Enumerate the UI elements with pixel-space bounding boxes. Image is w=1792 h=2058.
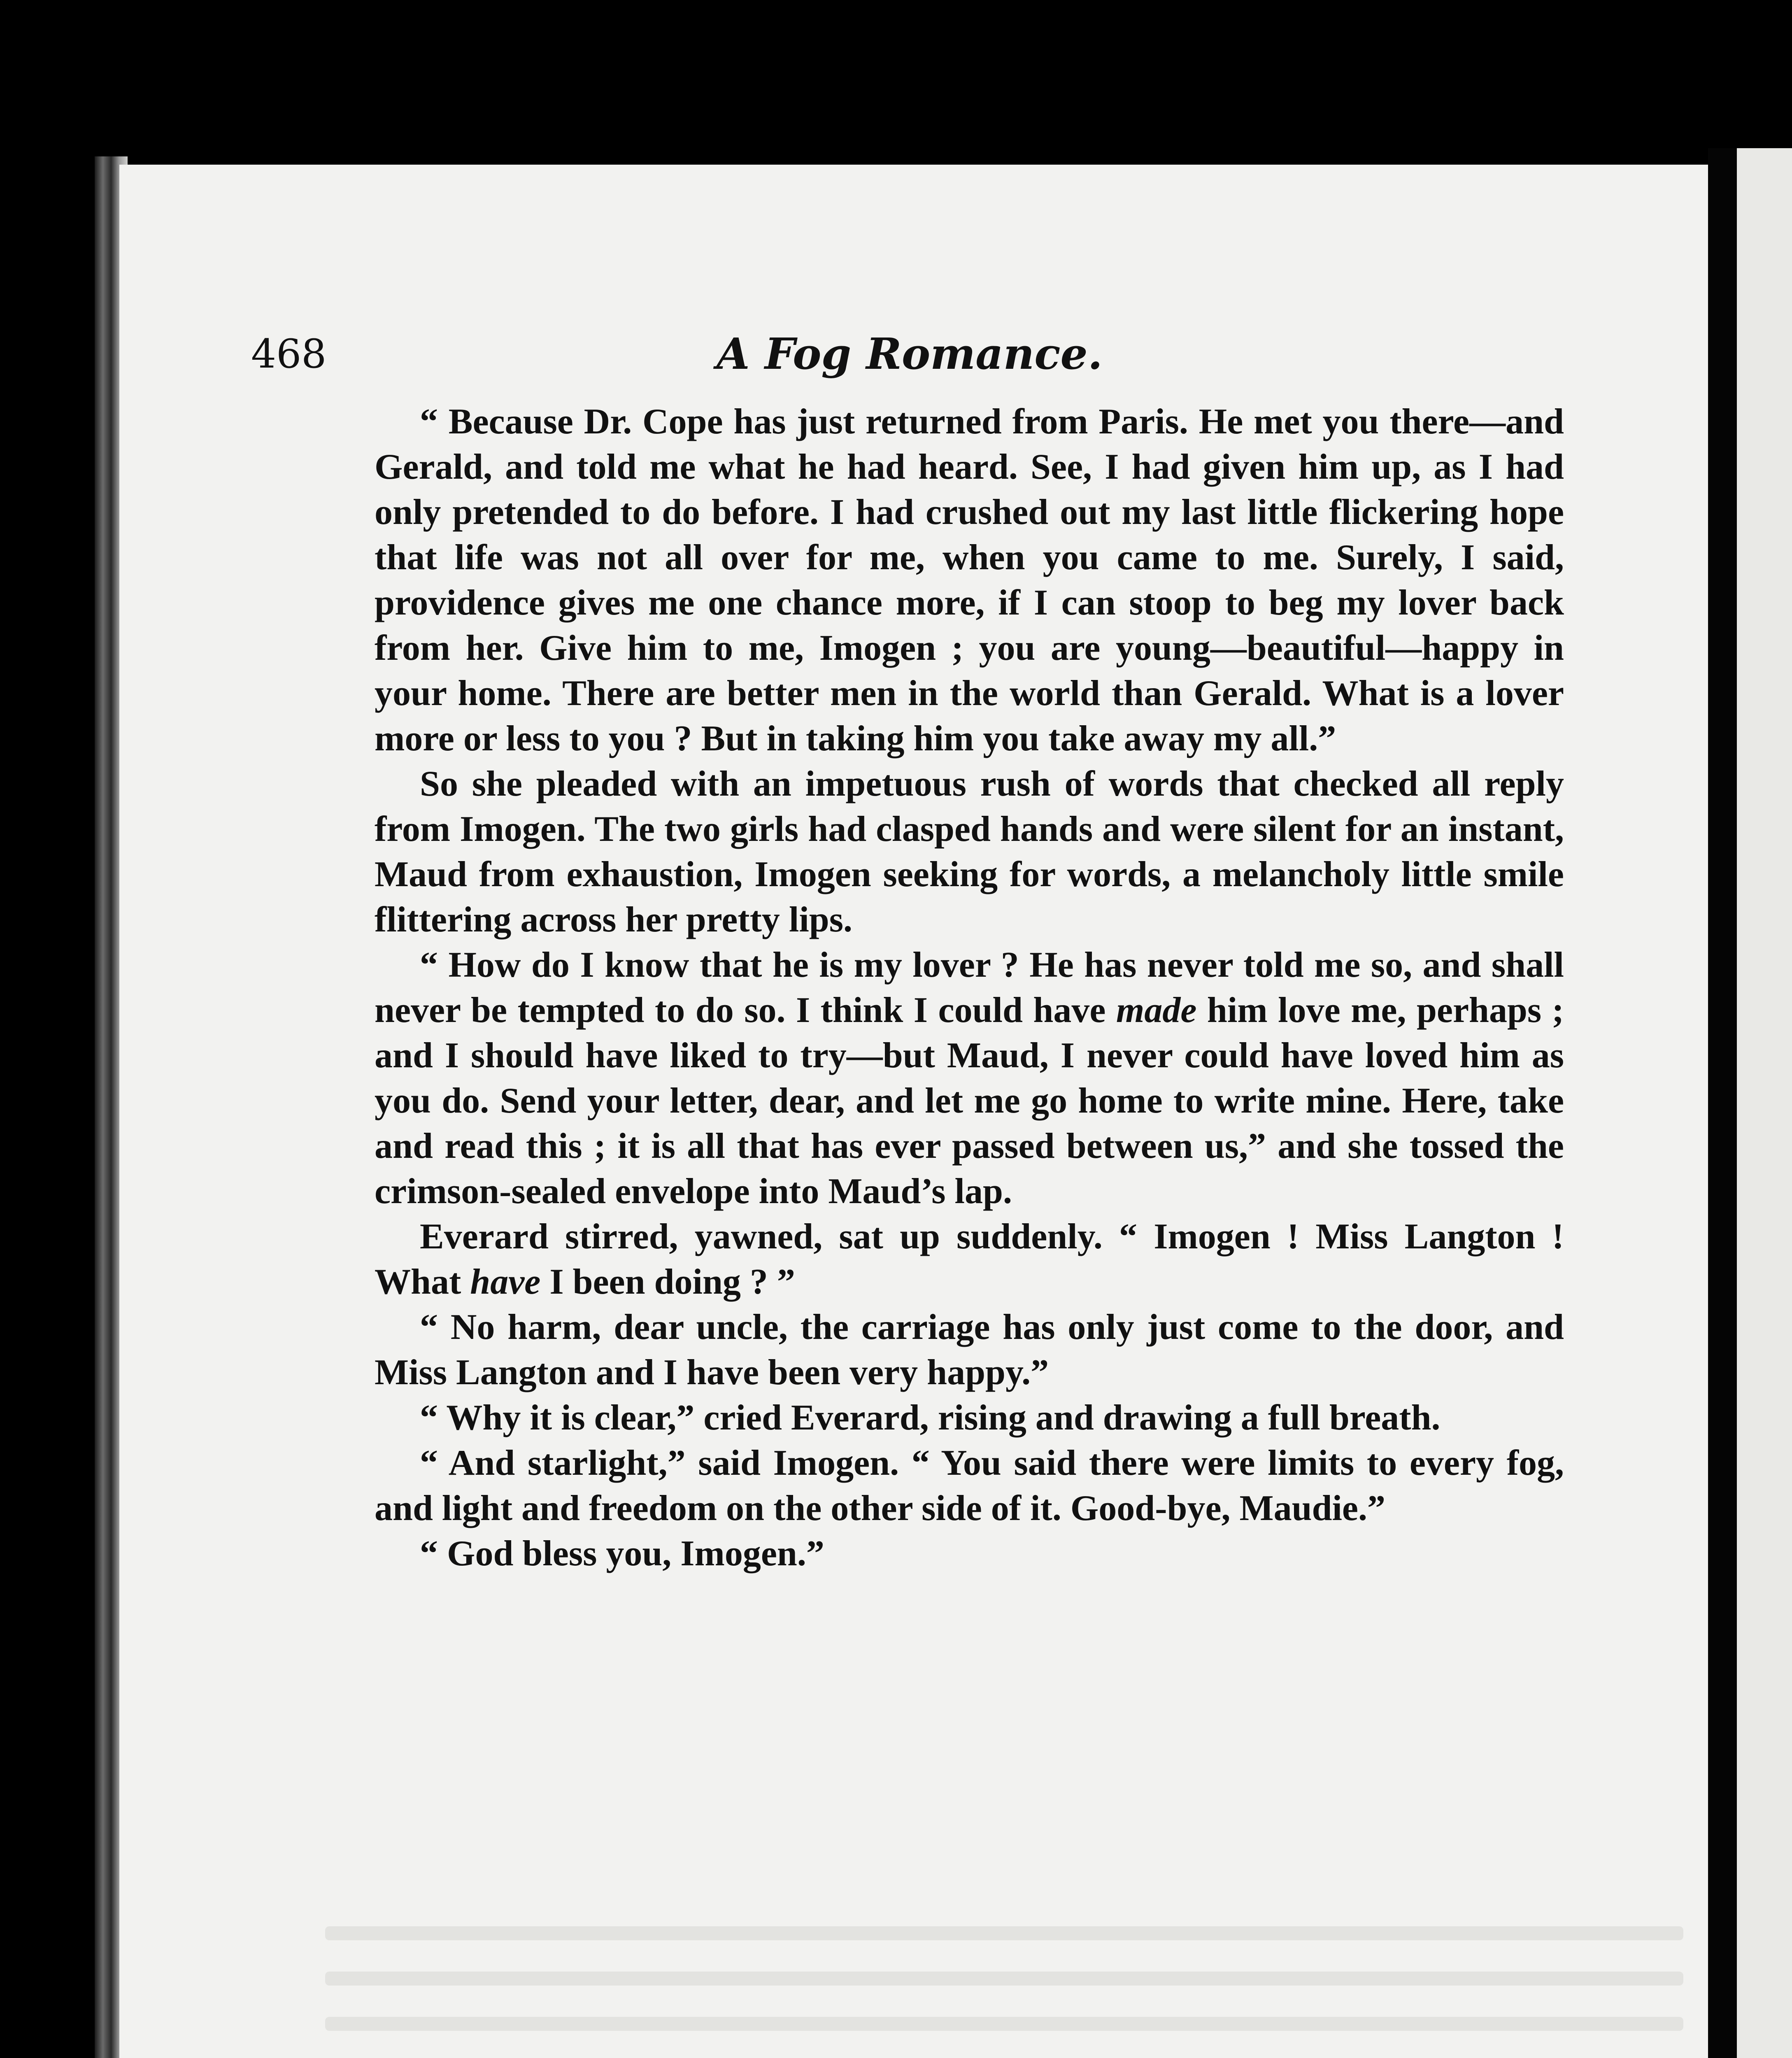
paragraph: “ And starlight,” said Imogen. “ You said there were limits to every fog, and light and freedom on the other side of it. Good-bye, Maudie.”: [375, 1443, 1564, 1528]
text-run: I been doing ? ”: [540, 1262, 795, 1302]
paragraph: “ Why it is clear,” cried Everard, rising and drawing a full breath.: [420, 1398, 1441, 1438]
paragraph: “ Because Dr. Cope has just returned from Paris. He met you there—and Gerald, and told me what he had heard. See, I had given him up, as I had only pretended to do before. I had crushed out my last little flickering hope that life was not all over for me, when you came to me. Surely, I said, providence gives me one chance more, if I can stoop to beg my lover back from her. Give him to me, Imogen ; you are young—beautiful—happy in your home. There are better men in the world than Gerald. What is a lover more or less to you ? But in taking him you take away my all.”: [375, 402, 1564, 759]
bleed-through-line: [325, 1926, 1683, 1940]
paragraph: “ No harm, dear uncle, the carriage has only just come to the door, and Miss Langton and I have been very happy.”: [375, 1307, 1564, 1392]
page-number: 468: [251, 331, 327, 377]
paragraph: [375, 943, 1564, 1214]
text-run: Everard stirred, yawned, sat up suddenly. “ Imogen ! Miss Langton ! What: [375, 1217, 1564, 1302]
italic-text-run: have: [470, 1262, 541, 1302]
paragraph: [375, 1214, 1564, 1305]
page-gap: [1708, 148, 1737, 2058]
page-header: [251, 325, 1568, 383]
paragraph: “ God bless you, Imogen.”: [420, 1534, 824, 1574]
next-page-edge: [1737, 148, 1792, 2058]
paragraph: So she pleaded with an impetuous rush of words that checked all reply from Imogen. The two girls had clasped hands and were silent for an instant, Maud from exhaustion, Imogen seeking for words, a melancholy little smile flittering across her pretty lips.: [375, 764, 1564, 940]
body-text: [375, 399, 1564, 1576]
bleed-through-line: [325, 1972, 1683, 1986]
running-title: A Fog Romance.: [717, 328, 1103, 379]
text-run: “ How do I know that he is my lover ? He has never told me so, and shall never be tempted to do so. I think I could have: [375, 945, 1564, 1030]
italic-text-run: made: [1116, 990, 1197, 1030]
bleed-through-line: [325, 2017, 1683, 2031]
text-run: him love me, perhaps ; and I should have liked to try—but Maud, I never could have loved him as you do. Send your letter, dear, and let me go home to write mine. Here, take and read this ; it is all that has ever passed between us,” and she tossed the crimson-sealed envelope into Maud’s lap.: [375, 990, 1564, 1211]
